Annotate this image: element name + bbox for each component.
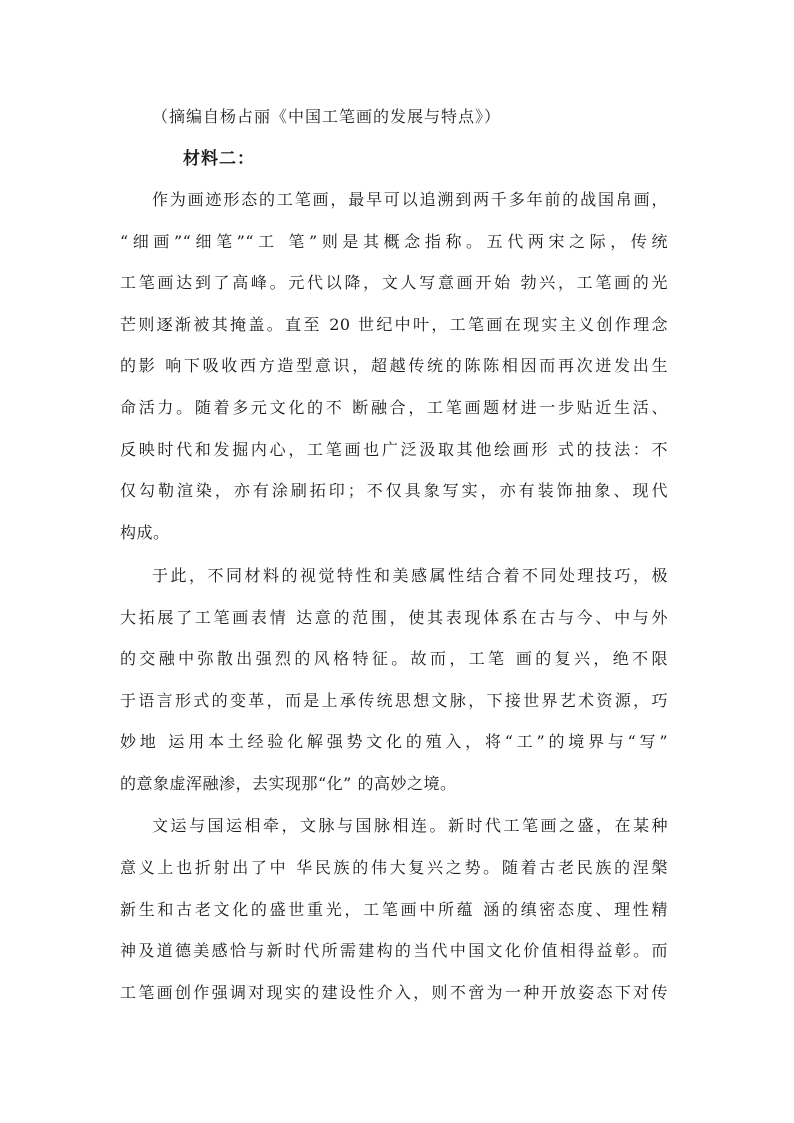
- paragraph-3-line: 新生和古老文化的盛世重光，工笔画中所蕴 涵的缜密态度、理性精: [120, 900, 668, 919]
- paragraph-2-line: 于语言形式的变革，而是上承传统思想文脉，下接世界艺术资源，巧: [120, 691, 668, 710]
- paragraph-1-line: 作为画迹形态的工笔画，最早可以追溯到两千多年前的战国帛画，: [152, 190, 668, 209]
- paragraph-3-line: 神及道德美感恰与新时代所需建构的当代中国文化价值相得益彰。而: [120, 941, 668, 960]
- paragraph-1-line: 的影 响下吸收西方造型意识，超越传统的陈陈相因而再次迸发出生: [120, 356, 668, 375]
- paragraph-1-line: 工笔画达到了高峰。元代以降，文人写意画开始 勃兴，工笔画的光: [120, 273, 668, 292]
- paragraph-2-line: 妙地 运用本土经验化解强势文化的殖入，将“工”的境界与“写”: [120, 732, 668, 751]
- paragraph-1-line: 命活力。随着多元文化的不 断融合，工笔画题材进一步贴近生活、: [120, 398, 668, 417]
- section-heading: 材料二：: [183, 149, 255, 169]
- paragraph-1-line: 仅勾勒渲染，亦有涂刷拓印；不仅具象写实，亦有装饰抽象、现代: [120, 481, 668, 500]
- paragraph-1-line: “细画”“细笔”“工 笔”则是其概念指称。五代两宋之际，传统: [120, 232, 668, 251]
- paragraph-2-line: 的意象虚浑融渗，去实现那“化” 的高妙之境。: [120, 774, 457, 793]
- paragraph-1-line: 芒则逐渐被其掩盖。直至 20 世纪中叶，工笔画在现实主义创作理念: [120, 315, 668, 334]
- source-citation: （摘编自杨占丽《中国工笔画的发展与特点》）: [152, 107, 502, 126]
- paragraph-2-line: 于此，不同材料的视觉特性和美感属性结合着不同处理技巧，极: [152, 566, 668, 585]
- paragraph-1-line: 反映时代和发掘内心，工笔画也广泛汲取其他绘画形 式的技法：不: [120, 440, 668, 459]
- paragraph-3-line: 意义上也折射出了中 华民族的伟大复兴之势。随着古老民族的涅槃: [120, 858, 668, 877]
- paragraph-2-line: 大拓展了工笔画表情 达意的范围，使其表现体系在古与今、中与外: [120, 608, 668, 627]
- paragraph-3-line: 工笔画创作强调对现实的建设性介入，则不啻为一种开放姿态下对传: [120, 983, 668, 1002]
- paragraph-3-line: 文运与国运相牵，文脉与国脉相连。新时代工笔画之盛，在某种: [152, 816, 668, 835]
- paragraph-2-line: 的交融中弥散出强烈的风格特征。故而，工笔 画的复兴，绝不限: [120, 649, 668, 668]
- paragraph-1-line: 构成。: [120, 523, 170, 542]
